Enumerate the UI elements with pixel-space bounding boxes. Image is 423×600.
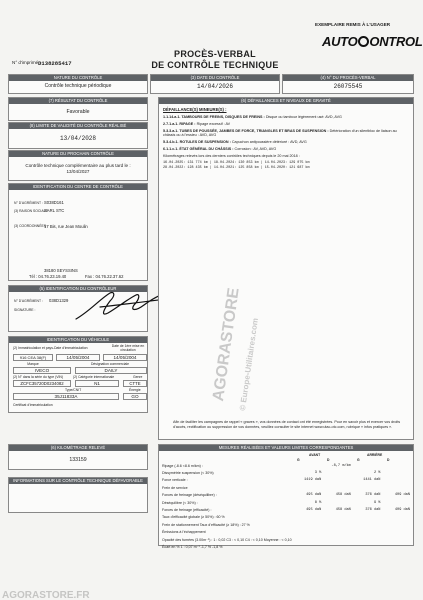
km-box bbox=[8, 444, 148, 470]
mesure-value bbox=[352, 543, 382, 550]
mesure-label: Déséquilibre (< 30%) : bbox=[162, 500, 198, 505]
mesure-value bbox=[322, 536, 352, 543]
mesure-value bbox=[352, 514, 382, 521]
mesure-row bbox=[161, 536, 411, 543]
date-premiere-field: 14/05/2004 bbox=[103, 354, 147, 361]
defaillance-code: 5.3.4.b.1. ROTULES DE SUSPENSION : bbox=[163, 140, 231, 145]
mesure-value bbox=[293, 514, 323, 521]
title-line1: PROCÈS-VERBAL bbox=[174, 49, 256, 59]
date-box bbox=[150, 74, 280, 94]
mesure-value: 458 daN bbox=[335, 493, 351, 498]
mesure-value bbox=[381, 536, 411, 543]
vehicule-header: IDENTIFICATION DU VÉHICULE bbox=[9, 337, 147, 343]
mesure-value bbox=[293, 543, 323, 550]
defaillances-header: (6) DÉFAILLANCES ET NIVEAUX DE GRAVITÉ bbox=[159, 98, 413, 104]
mesure-label: Forces de freinage (efficacité) : bbox=[162, 508, 212, 513]
km-header: (6) KILOMÉTRAGE RELEVÉ bbox=[9, 445, 147, 451]
marque-label: Marque bbox=[27, 362, 39, 366]
mesure-value: 2 % bbox=[373, 471, 381, 476]
date-premiere-label: Date de 1ère mise en circulation bbox=[111, 344, 145, 353]
resultat-header: (7) RÉSULTAT DU CONTRÔLE bbox=[9, 98, 147, 104]
validite-box bbox=[8, 122, 148, 149]
validite-header: (8) LIMITE DE VALIDITÉ DU CONTRÔLE RÉALISÉ bbox=[9, 123, 147, 129]
resultat-box bbox=[8, 97, 148, 121]
mesure-value: 409 daN bbox=[394, 508, 410, 513]
mesure-value bbox=[322, 484, 352, 491]
mesure-label: Dissymétrie suspension (< 30%) bbox=[162, 471, 214, 476]
date-header: (3) DATE DU CONTRÔLE bbox=[151, 75, 279, 81]
immat-field: 916 CEA 38(F) bbox=[13, 354, 53, 361]
marque-field: IVECO bbox=[13, 367, 71, 374]
centre-tel: Tél : 04.76.23.19.40 bbox=[29, 274, 67, 279]
controleur-agrement-label: N° D'AGRÉMENT : bbox=[14, 299, 43, 303]
mesure-value bbox=[381, 514, 411, 521]
mesure-label: Force verticale : bbox=[162, 478, 188, 483]
defaillance-text: Détérioration d'un silentbloc de liaison au châssis ou à l'essieu : AVD, AVG bbox=[163, 128, 397, 138]
mesures-avant-d: D bbox=[327, 458, 330, 462]
mesure-row bbox=[161, 499, 411, 506]
mesure-value bbox=[381, 462, 411, 469]
defaillance-item bbox=[163, 115, 409, 120]
watermark-agorastore-fr: AGORASTORE.FR bbox=[2, 590, 90, 600]
mesures-avant-label: AVANT bbox=[309, 453, 321, 457]
controleur-agrement: 038D1329 bbox=[49, 298, 69, 303]
mesures-box bbox=[158, 444, 414, 549]
mesure-value: 376 daN bbox=[365, 493, 381, 498]
mesure-value bbox=[352, 529, 382, 536]
autocontrol-logo: AUTO ONTROL bbox=[322, 34, 423, 49]
ordre-label: N° d'imprimé : bbox=[12, 60, 41, 65]
mesure-label: Opacité des fumées (3.00m⁻¹) : 1 : 0,02 C3 : < 0,10 C4 : < 0,10 Moyenne : < 0,10 bbox=[162, 537, 292, 542]
defaillance-item bbox=[163, 147, 409, 152]
km-history-row: 16.04.2025: 131 774 km | 18.04.2024: 130 853 km | 14.04.2023: 129 075 km bbox=[163, 161, 310, 166]
mesure-value: 458 daN bbox=[335, 508, 351, 513]
info-box bbox=[8, 477, 148, 513]
mesure-value: 495 daN bbox=[306, 508, 322, 513]
title-line2: DE CONTRÔLE TECHNIQUE bbox=[151, 60, 279, 70]
mesure-row bbox=[161, 462, 411, 469]
prochain-line2: 13/04/2027 bbox=[66, 168, 90, 174]
mesure-row bbox=[161, 521, 411, 528]
energie-label: Énergie bbox=[129, 388, 141, 392]
genre-label: Genre bbox=[133, 375, 143, 379]
mesure-value bbox=[322, 529, 352, 536]
pv-box bbox=[282, 74, 414, 94]
defaillance-code: 5.3.3.a.1. TUBES DE POUSSÉE, JAMBES DE FORCE, TRIANGLES ET BRAS DE SUSPENSION : bbox=[163, 128, 329, 133]
mesure-value bbox=[381, 543, 411, 550]
mesure-label: Écart en % 1 : 0,07 m⁻¹ -1,7 % -1,8 % bbox=[162, 544, 223, 549]
mesure-row bbox=[161, 469, 411, 476]
mesure-value bbox=[352, 462, 382, 469]
categorie-field: N1 bbox=[75, 380, 119, 387]
energie-field: GO bbox=[123, 393, 147, 400]
mesure-value bbox=[352, 536, 382, 543]
pv-header: (4) N° DU PROCÈS-VERBAL bbox=[283, 75, 413, 81]
centre-agrement: S038D161 bbox=[44, 200, 64, 205]
watermark-europe-utilitaires: © Europe-Utilitaires.com bbox=[238, 317, 260, 412]
defaillance-code: 6.1.1.c.1. ÉTAT GÉNÉRAL DU CHÂSSIS : bbox=[163, 147, 234, 152]
mesure-value: 1419 daN bbox=[303, 478, 322, 483]
mesure-value bbox=[352, 521, 382, 528]
controleur-header: (5) IDENTIFICATION DU CONTRÔLEUR bbox=[9, 286, 147, 292]
defaillance-code: 1.1.14.a.1. TAMBOURS DE FREINS, DISQUES DE FREINS : bbox=[163, 114, 265, 119]
mesure-value: 409 daN bbox=[394, 493, 410, 498]
prochain-header: NATURE DU PROCHAIN CONTRÔLE bbox=[9, 151, 147, 157]
certificat-label: Certificat d'immatriculation bbox=[13, 403, 53, 407]
mesure-label: Frein de stationnement Taux d'efficacité (≥ 18%) : 27 % bbox=[162, 522, 250, 527]
centre-ville: 38180 SEYSSINS bbox=[44, 268, 78, 273]
centre-fax: Fax : 04.76.22.37.62 bbox=[85, 274, 124, 279]
mesure-value: 1441 daN bbox=[363, 478, 381, 483]
mesure-value bbox=[322, 477, 352, 484]
mesure-label: Forces de freinage (déséquilibre) : bbox=[162, 493, 217, 498]
mesure-label: Frein de service bbox=[162, 485, 188, 490]
mesure-value bbox=[322, 469, 352, 476]
rappel-note: Afin de faciliter les campagnes de rappel « graves », vos données de contact ont été enregistrées. Pour en savoir plus et exercer vos droits d'accès, rectification ou suppression de vos données, veuillez consulter le site internet www.utac-otc.com, rubrique « infos pratiques ». bbox=[173, 420, 401, 429]
info-header: INFORMATIONS SUR LE CONTRÔLE TECHNIQUE DÉFAVORABLE bbox=[9, 478, 147, 484]
defaillance-item bbox=[163, 129, 409, 139]
resultat-value: Favorable bbox=[66, 109, 90, 115]
mesure-value bbox=[293, 529, 323, 536]
nature-box bbox=[8, 74, 148, 94]
mesure-label: Ripage (-8.6 <8.6 m/km) : bbox=[162, 463, 203, 468]
mesure-value bbox=[381, 499, 411, 506]
centre-header: IDENTIFICATION DU CENTRE DE CONTRÔLE bbox=[9, 184, 147, 190]
immat-label: (2) Immatriculation et pays-Date d'immatriculation bbox=[13, 346, 88, 350]
mesure-value bbox=[293, 462, 323, 469]
mesure-row bbox=[161, 529, 411, 536]
centre-adresse: 17 Bis, rue Jean Moulin bbox=[44, 224, 88, 229]
validite-value: 13/04/2028 bbox=[59, 135, 96, 142]
prochain-box bbox=[8, 150, 148, 181]
mesure-value bbox=[381, 484, 411, 491]
defaillance-item bbox=[163, 140, 409, 145]
mesure-value bbox=[293, 484, 323, 491]
centre-raison-label: (3) RAISON SOCIALE : bbox=[14, 209, 50, 213]
type-field: 35J11833A bbox=[13, 393, 119, 400]
mesure-value: 9 % bbox=[373, 500, 381, 505]
defaillance-text: Corrosion : AV, AVD, AVG bbox=[234, 147, 277, 152]
watermark-agorastore: AGORASTORE bbox=[210, 286, 243, 403]
defaillance-item bbox=[163, 122, 409, 127]
mesures-avant-g: G bbox=[297, 458, 300, 462]
mesures-arriere-label: ARRIÈRE bbox=[367, 453, 383, 457]
mesure-row bbox=[161, 477, 411, 484]
km-history-intro: Kilométrages relevés lors des derniers contrôles techniques depuis le 20 mai 2018 : bbox=[163, 154, 300, 159]
mesure-value bbox=[381, 521, 411, 528]
vin-field: ZCFC35720D0234082 bbox=[13, 380, 71, 387]
km-history-row: 28.04.2022: 128 435 km | 14.04.2021: 125 858 km | 15.04.2020: 121 687 km bbox=[163, 166, 310, 171]
mesure-row bbox=[161, 492, 411, 499]
mesures-arriere-g: G bbox=[357, 458, 360, 462]
designation-label: Désignation commerciale bbox=[90, 362, 130, 366]
pv-value: 26075545 bbox=[333, 83, 363, 90]
nature-value: Contrôle technique périodique bbox=[44, 83, 112, 89]
mesure-value bbox=[322, 499, 352, 506]
categorie-label: (2) Catégorie internationale bbox=[73, 375, 115, 379]
defaillance-code: 2.7.1.a.1. RIPAGE : bbox=[163, 121, 196, 126]
type-label: Type/CNIT bbox=[65, 388, 82, 392]
mesure-value: 495 daN bbox=[306, 493, 322, 498]
mesure-value bbox=[293, 521, 323, 528]
defaillance-text: Ripage excessif : AV bbox=[196, 121, 231, 126]
designation-field: DAILY bbox=[75, 367, 147, 374]
exemplaire-label: EXEMPLAIRE REMIS À L'USAGER bbox=[315, 22, 391, 27]
mesure-value: -8,7 m/km bbox=[331, 463, 351, 468]
mesure-value bbox=[381, 477, 411, 484]
mesure-row bbox=[161, 514, 411, 521]
mesure-value bbox=[322, 521, 352, 528]
ordre-number: D138285417 bbox=[38, 60, 72, 67]
km-value: 133159 bbox=[69, 457, 87, 463]
mineures-title: DÉFAILLANCE(S) MINEURE(S) : bbox=[163, 107, 227, 112]
mesure-label: Taux d'efficacité globale (≥ 50%) : 60 % bbox=[162, 515, 225, 520]
mesure-value bbox=[381, 529, 411, 536]
date-value: 14/04/2026 bbox=[196, 83, 233, 90]
mesures-table bbox=[161, 462, 411, 551]
centre-raison: SARL STC bbox=[44, 208, 65, 213]
mesure-value bbox=[352, 484, 382, 491]
mesure-row bbox=[161, 543, 411, 550]
mesure-value: 376 daN bbox=[365, 508, 381, 513]
centre-agrement-label: N° D'AGRÉMENT : bbox=[14, 201, 43, 205]
centre-coord-label: (3) COORDONNÉES : bbox=[14, 224, 48, 228]
mesure-value: 3 % bbox=[314, 471, 322, 476]
mesure-value bbox=[322, 543, 352, 550]
genre-field: CTTE bbox=[123, 380, 147, 387]
nature-header: NATURE DU CONTRÔLE bbox=[9, 75, 147, 81]
mesure-row bbox=[161, 484, 411, 491]
mesure-value bbox=[322, 514, 352, 521]
centre-box bbox=[8, 183, 148, 281]
mesure-row bbox=[161, 506, 411, 513]
mesure-value: 8 % bbox=[314, 500, 322, 505]
prochain-line1: Contrôle technique complémentaire au plus tard le : bbox=[25, 163, 131, 168]
vin-label: (2) N° dans la série du type (VIN) bbox=[13, 375, 63, 379]
mesure-label: Émissions à l'échappement bbox=[162, 530, 206, 535]
defaillances-box bbox=[158, 97, 414, 440]
mesures-arriere-d: D bbox=[387, 458, 390, 462]
date-immat-field: 14/05/2004 bbox=[56, 354, 100, 361]
vehicule-box bbox=[8, 336, 148, 413]
controleur-signature-label: SIGNATURE : bbox=[14, 308, 36, 312]
mesures-header: MESURES RÉALISÉES ET VALEURS LIMITES CORRESPONDANTES bbox=[159, 445, 413, 451]
defaillance-text: Capuchon antipoussière détérioré : AVD, AVG bbox=[231, 140, 307, 145]
mesure-value bbox=[381, 469, 411, 476]
defaillance-text: Disque ou tambour légèrement usé: AVD, AVG bbox=[265, 114, 342, 119]
mesure-value bbox=[293, 536, 323, 543]
